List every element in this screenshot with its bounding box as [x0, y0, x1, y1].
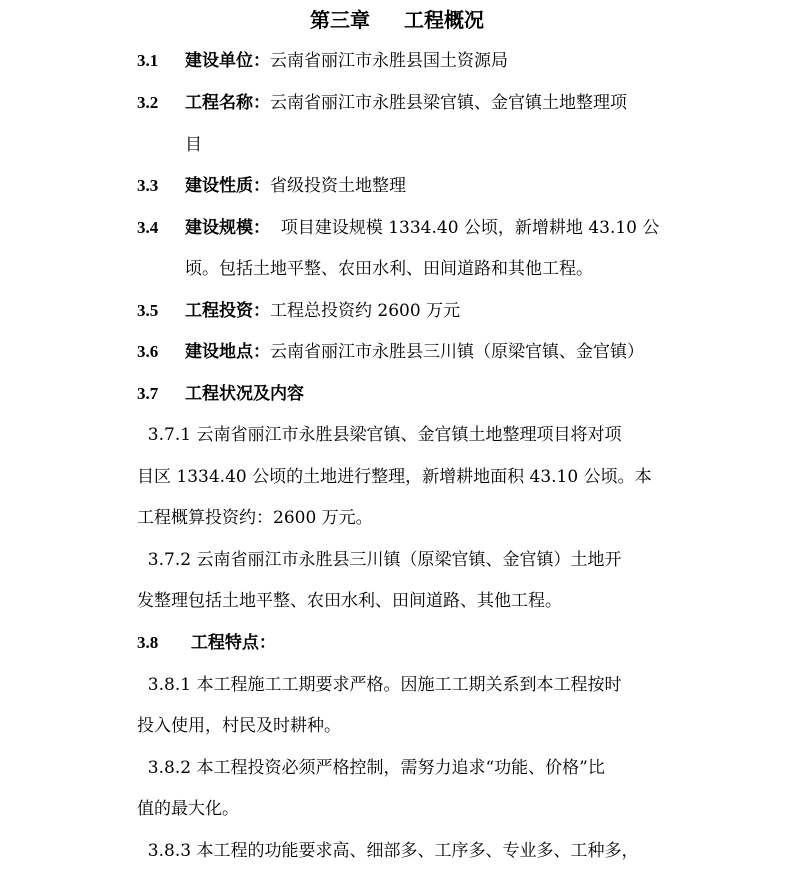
section-text: 项目建设规模 1334.40 公顷，新增耕地 43.10 公	[270, 218, 660, 238]
section-label: 工程投资：	[185, 301, 270, 321]
section-text: 云南省丽江市永胜县梁官镇、金官镇土地整理项	[270, 93, 627, 113]
section-label: 建设规模：	[185, 218, 270, 238]
section-number: 3.4	[137, 218, 159, 237]
section-text: 云南省丽江市永胜县三川镇（原梁官镇、金官镇）	[270, 342, 644, 362]
paragraph-3-8-1-line-1: 3.8.1 本工程施工工期要求严格。因施工工期关系到本工程按时	[137, 675, 622, 695]
section-label: 工程名称：	[185, 93, 270, 113]
chapter-title	[0, 6, 794, 34]
chapter-name: 工程概况	[404, 8, 484, 32]
section-label: 建设单位：	[185, 51, 270, 71]
section-label: 工程状况及内容	[185, 384, 304, 404]
section-number: 3.5	[137, 301, 159, 320]
paragraph-3-8-2-line-1: 3.8.2 本工程投资必须严格控制，需努力追求“功能、价格”比	[137, 758, 605, 778]
section-number: 3.1	[137, 51, 159, 70]
section-label: 建设地点：	[185, 342, 270, 362]
paragraph-3-8-2-line-2: 值的最大化。	[137, 799, 239, 819]
section-label: 工程特点：	[185, 633, 276, 653]
paragraph-3-7-1-line-1: 3.7.1 云南省丽江市永胜县梁官镇、金官镇土地整理项目将对项	[137, 425, 622, 445]
paragraph-3-8-1-line-2: 投入使用，村民及时耕种。	[137, 716, 341, 736]
section-number: 3.2	[137, 93, 159, 112]
section-number: 3.6	[137, 342, 159, 361]
paragraph-3-7-1-line-2: 目区 1334.40 公顷的土地进行整理，新增耕地面积 43.10 公顷。本	[137, 467, 652, 487]
paragraph-3-7-1-line-3: 工程概算投资约：2600 万元。	[137, 508, 373, 528]
section-number: 3.3	[137, 176, 159, 195]
section-text: 云南省丽江市永胜县国土资源局	[270, 51, 508, 71]
section-label: 建设性质：	[185, 176, 270, 196]
chapter-number: 第三章	[310, 8, 370, 32]
section-3-4-continuation: 顷。包括土地平整、农田水利、田间道路和其他工程。	[185, 259, 593, 279]
paragraph-3-7-2-line-2: 发整理包括土地平整、农田水利、田间道路、其他工程。	[137, 591, 562, 611]
section-number: 3.8	[137, 633, 159, 652]
section-text: 省级投资土地整理	[270, 176, 406, 196]
section-number: 3.7	[137, 384, 159, 403]
section-3-2-continuation: 目	[185, 135, 202, 155]
paragraph-3-8-3-line-1: 3.8.3 本工程的功能要求高、细部多、工序多、专业多、工种多，	[137, 841, 639, 861]
section-text: 工程总投资约 2600 万元	[270, 301, 461, 321]
paragraph-3-7-2-line-1: 3.7.2 云南省丽江市永胜县三川镇（原梁官镇、金官镇）土地开	[137, 550, 622, 570]
